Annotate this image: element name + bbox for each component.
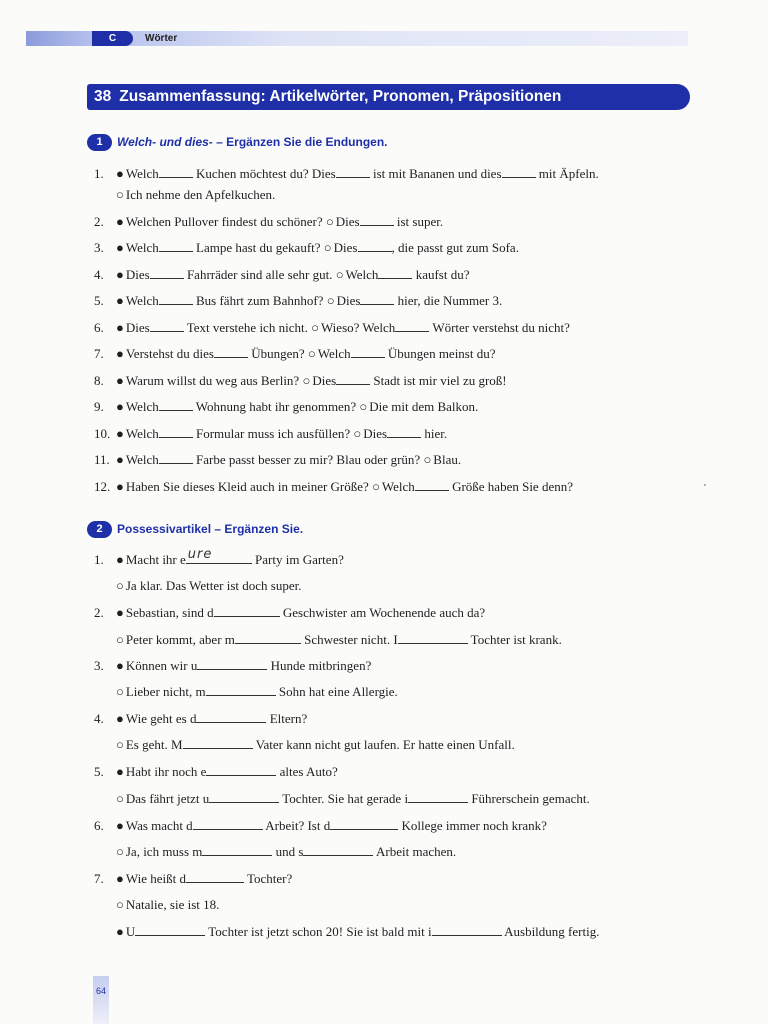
speaker-marker: ● [116,711,124,726]
item-text: Text verstehe ich nicht. [186,320,308,335]
speaker-marker: ● [116,552,124,567]
blank[interactable] [206,684,276,696]
unit-title: Zusammenfassung: Artikelwörter, Pronomen, Präpositionen [119,88,562,105]
item-text: Tochter. Sie hat gerade i [282,791,409,806]
speaker-marker: ○ [307,346,316,361]
ex1-item-3 [94,240,519,256]
item-text: Welch [345,267,379,282]
item-text: Welch [125,240,159,255]
blank[interactable] [502,166,536,178]
ex1-item-11 [94,452,461,468]
item-text: Dies [336,293,361,308]
ex1-item-6 [94,320,570,336]
ex1-item-12 [94,479,573,495]
speaker-marker: ● [116,871,124,886]
ex2-item-4 [94,711,307,727]
item-text: Wie geht es d [125,711,197,726]
item-text: Tochter ist jetzt schon 20! Sie ist bald mit i [208,924,432,939]
blank[interactable] [336,373,370,385]
speaker-marker: ● [116,214,124,229]
blank[interactable] [235,632,301,644]
item-text: Haben Sie dieses Kleid auch in meiner Größe? [125,479,369,494]
item-text: Größe haben Sie denn? [452,479,573,494]
item-number: 2. [94,214,104,229]
item-number: 1. [94,166,104,181]
speaker-marker: ● [116,267,124,282]
speaker-marker: ● [116,373,124,388]
blank[interactable] [183,737,253,749]
blank[interactable] [378,267,412,279]
item-text: Formular muss ich ausfüllen? [196,426,351,441]
unit-number: 38 [94,88,112,105]
item-number: 5. [94,293,104,308]
ex2-item-5-response [116,791,590,807]
exercise-2-heading-text: Possessivartikel – Ergänzen Sie. [117,522,304,536]
ex1-item-1 [94,166,599,182]
item-number: 8. [94,373,104,388]
blank[interactable] [193,818,263,830]
blank[interactable] [358,240,392,252]
item-text: Warum willst du weg aus Berlin? [125,373,300,388]
item-text: mit Äpfeln. [538,166,599,181]
item-number: 4. [94,267,104,282]
item-text: Dies [333,240,358,255]
item-text: Tochter? [247,871,293,886]
page-number: 64 [96,986,107,996]
speaker-marker: ○ [116,737,124,752]
item-text: Arbeit? Ist d [265,818,331,833]
item-text: Farbe passt besser zu mir? Blau oder grün? [196,452,421,467]
blank[interactable] [395,320,429,332]
item-text: Dies [335,214,360,229]
item-text: Führerschein gemacht. [471,791,590,806]
item-text: Übungen? [251,346,305,361]
item-text: Welch [125,293,159,308]
item-text: Wieso? Welch [320,320,396,335]
item-text: , die passt gut zum Sofa. [391,240,519,255]
exercise-2-badge: 2 [87,521,112,538]
item-text: Welch [125,166,159,181]
item-text: Ja klar. Das Wetter ist doch super. [125,578,302,593]
blank[interactable] [159,452,193,464]
ex2-item-7-followup [116,924,599,940]
speaker-marker: ● [116,426,124,441]
blank[interactable] [209,791,279,803]
handwritten-answer: ure [187,547,213,562]
item-text: Sebastian, sind d [125,605,214,620]
blank[interactable] [196,711,266,723]
blank[interactable] [202,844,272,856]
item-number: 10. [94,426,111,441]
blank[interactable] [159,399,193,411]
item-text: Kollege immer noch krank? [401,818,547,833]
item-text: und s [275,844,304,859]
item-text: Sohn hat eine Allergie. [278,684,398,699]
speaker-marker: ○ [311,320,319,335]
item-text: Wie heißt d [125,871,186,886]
blank[interactable] [159,240,193,252]
item-text: Welchen Pullover findest du schöner? [125,214,323,229]
ex1-item-8 [94,373,507,389]
item-number: 3. [94,240,104,255]
blank[interactable] [303,844,373,856]
item-text: Peter kommt, aber m [125,632,235,647]
blank[interactable] [351,346,385,358]
ex1-item-7 [94,346,496,362]
item-text: Blau. [433,452,462,467]
item-text: Wörter verstehst du nicht? [432,320,570,335]
ex1-item-2 [94,214,443,230]
speck [704,484,706,486]
blank[interactable] [150,320,184,332]
ex2-item-5 [94,764,338,780]
exercise-1-badge: 1 [87,134,112,151]
exercise-1-heading-italic: Welch- und dies- [117,135,213,149]
blank[interactable] [330,818,398,830]
item-text: altes Auto? [279,764,338,779]
item-text: Stadt ist mir viel zu groß! [373,373,507,388]
speaker-marker: ○ [302,373,311,388]
blank-filled[interactable] [186,547,252,564]
item-number: 11. [94,452,110,467]
item-text: Dies [125,267,150,282]
item-text: Bus fährt zum Bahnhof? [196,293,324,308]
item-text: Fahrräder sind alle sehr gut. [186,267,333,282]
blank[interactable] [387,426,421,438]
item-text: Dies [125,320,150,335]
blank[interactable] [408,791,468,803]
speaker-marker: ○ [116,844,124,859]
blank[interactable] [135,924,205,936]
speaker-marker: ● [116,240,124,255]
blank[interactable] [150,267,184,279]
item-text: hier, die Nummer 3. [397,293,503,308]
speaker-marker: ○ [116,791,124,806]
item-text: Lieber nicht, m [125,684,206,699]
item-text: Eltern? [269,711,308,726]
item-number: 2. [94,605,104,620]
item-text: Welch [125,452,159,467]
speaker-marker: ○ [323,240,332,255]
blank[interactable] [197,658,267,670]
blank[interactable] [432,924,502,936]
speaker-marker: ● [116,399,124,414]
item-number: 1. [94,552,104,567]
item-text: Ausbildung fertig. [504,924,600,939]
ex2-item-6-response [116,844,456,860]
item-text: Hunde mitbringen? [270,658,372,673]
item-text: Die mit dem Balkon. [369,399,479,414]
speaker-marker: ● [116,166,124,181]
item-number: 12. [94,479,111,494]
item-text: Habt ihr noch e [125,764,207,779]
speaker-marker: ● [116,452,124,467]
item-text: Schwester nicht. I [304,632,398,647]
item-number: 6. [94,320,104,335]
item-text: Dies [363,426,388,441]
item-text: Welch [381,479,415,494]
speaker-marker: ● [116,924,124,939]
blank[interactable] [159,426,193,438]
item-text: Tochter ist krank. [470,632,562,647]
item-text: Verstehst du dies [125,346,214,361]
blank[interactable] [206,764,276,776]
item-text: U [125,924,136,939]
item-text: Das fährt jetzt u [125,791,210,806]
chapter-letter: C [92,31,133,46]
blank[interactable] [336,166,370,178]
item-text: Ich nehme den Apfelkuchen. [125,187,276,202]
speaker-marker: ● [116,658,124,673]
blank[interactable] [360,293,394,305]
item-number: 3. [94,658,104,673]
speaker-marker: ○ [325,214,334,229]
item-text: kaufst du? [415,267,470,282]
item-number: 5. [94,764,104,779]
item-text: Was macht d [125,818,193,833]
item-number: 4. [94,711,104,726]
item-text: Es geht. M [125,737,183,752]
ex1-item-10 [94,426,447,442]
item-text: Welch [125,426,159,441]
speaker-marker: ● [116,818,124,833]
item-text: ist mit Bananen und dies [372,166,502,181]
ex2-item-2 [94,605,485,621]
item-text: Lampe hast du gekauft? [196,240,321,255]
speaker-marker: ○ [335,267,344,282]
ex2-item-6 [94,818,547,834]
ex2-item-3-response [116,684,398,700]
speaker-marker: ● [116,320,124,335]
item-number: 6. [94,818,104,833]
blank[interactable] [360,214,394,226]
speaker-marker: ○ [372,479,380,494]
ex2-item-7-response [116,897,219,913]
page-title [87,84,690,110]
speaker-marker: ○ [116,578,124,593]
section-label: Wörter [145,33,178,44]
blank[interactable] [186,871,244,883]
speaker-marker: ○ [116,897,124,912]
page-number-tab [93,976,109,1024]
item-text: Vater kann nicht gut laufen. Er hatte einen Unfall. [255,737,515,752]
speaker-marker: ○ [353,426,362,441]
speaker-marker: ○ [116,187,124,202]
speaker-marker: ○ [423,452,432,467]
item-text: Arbeit machen. [376,844,457,859]
speaker-marker: ● [116,479,124,494]
blank[interactable] [159,293,193,305]
ex2-item-1-response [116,578,301,594]
ex2-item-7 [94,871,292,887]
item-text: Wohnung habt ihr genommen? [195,399,357,414]
ex2-item-3 [94,658,371,674]
item-text: Macht ihr e [125,552,186,567]
ex1-item-4 [94,267,469,283]
item-text: Party im Garten? [255,552,344,567]
exercise-1-heading [87,134,388,151]
ex2-item-1 [94,547,344,568]
item-text: Geschwister am Wochenende auch da? [282,605,486,620]
speaker-marker: ● [116,764,124,779]
item-text: Welch [125,399,159,414]
ex2-item-4-response [116,737,515,753]
speaker-marker: ○ [359,399,368,414]
item-text: Können wir u [125,658,198,673]
ex1-item-9 [94,399,478,415]
ex2-item-2-response [116,632,562,648]
exercise-2-heading [87,521,303,538]
item-text: Übungen meinst du? [387,346,496,361]
blank[interactable] [214,346,248,358]
item-number: 7. [94,871,104,886]
speaker-marker: ○ [116,684,124,699]
speaker-marker: ● [116,605,124,620]
chapter-header-bar [26,31,688,46]
item-text: Natalie, sie ist 18. [125,897,220,912]
speaker-marker: ○ [116,632,124,647]
item-number: 9. [94,399,104,414]
item-number: 7. [94,346,104,361]
blank[interactable] [415,479,449,491]
speaker-marker: ○ [326,293,335,308]
item-text: hier. [424,426,448,441]
item-text: Ja, ich muss m [125,844,203,859]
blank[interactable] [159,166,193,178]
ex1-item-1-response [116,187,275,203]
item-text: Welch [317,346,351,361]
item-text: Dies [312,373,337,388]
speaker-marker: ● [116,293,124,308]
blank[interactable] [398,632,468,644]
item-text: Kuchen möchtest du? Dies [196,166,336,181]
speaker-marker: ● [116,346,124,361]
exercise-1-heading-text: – Ergänzen Sie die Endungen. [212,135,388,149]
ex1-item-5 [94,293,502,309]
blank[interactable] [214,605,280,617]
item-text: ist super. [396,214,444,229]
